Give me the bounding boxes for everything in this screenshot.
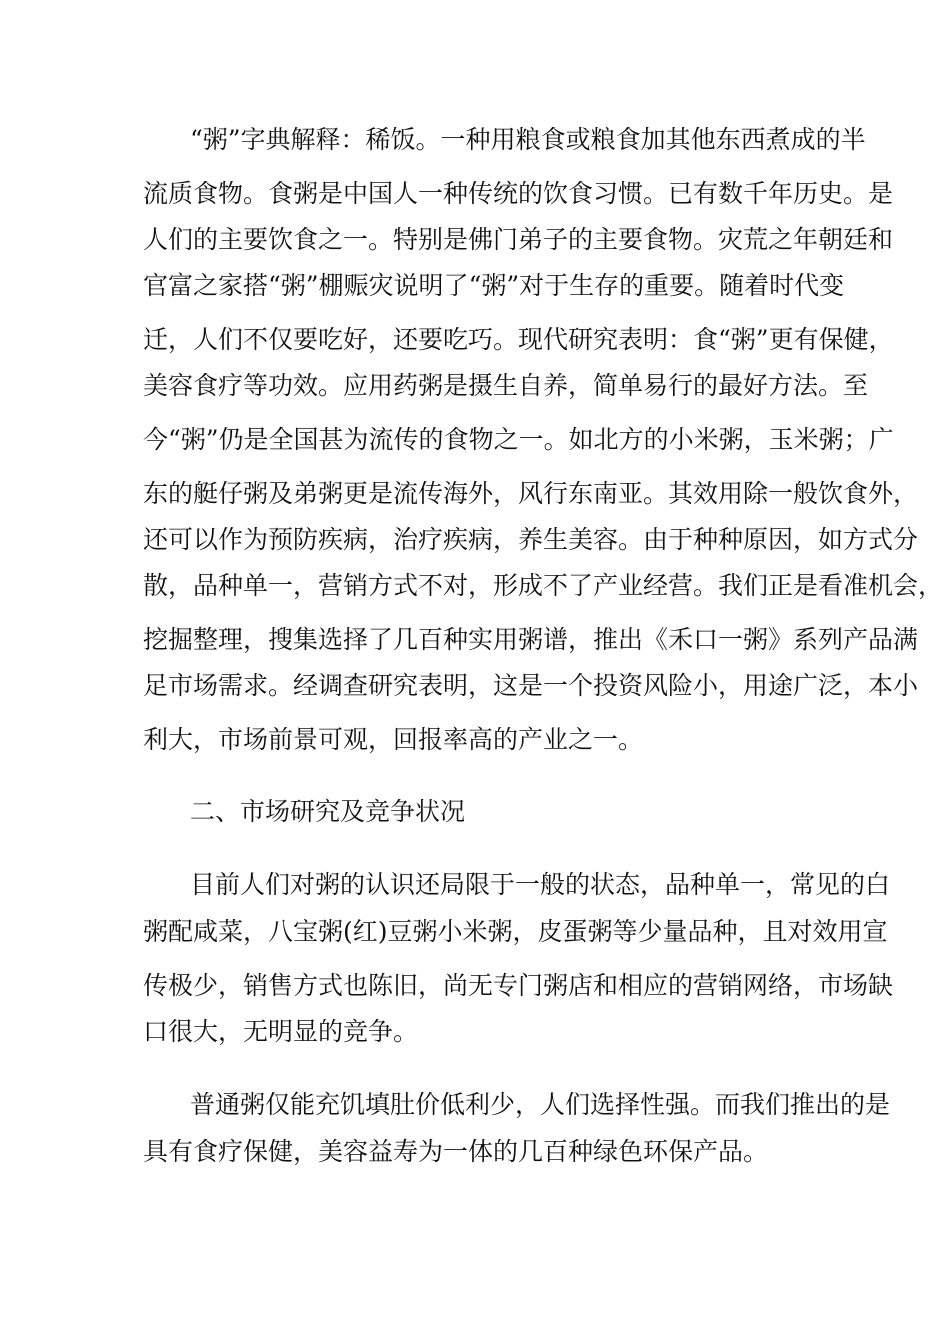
- text-line: 官富之家搭“粥”棚赈灾说明了“粥”对于生存的重要。随着时代变: [143, 271, 845, 300]
- text-line: 具有食疗保健，美容益寿为一体的几百种绿色环保产品。: [143, 1137, 769, 1166]
- text-line: 粥配咸菜，八宝粥(红)豆粥小米粥，皮蛋粥等少量品种，且对效用宣: [143, 917, 888, 946]
- text-line: 迁，人们不仅要吃好，还要吃巧。现代研究表明：食“粥”更有保健，: [143, 325, 894, 354]
- text-line: 挖掘整理，搜集选择了几百种实用粥谱，推出《禾口一粥》系列产品满: [143, 625, 919, 654]
- text-line: 足市场需求。经调查研究表明，这是一个投资风险小，用途广泛，本小: [143, 671, 919, 700]
- text-line: 流质食物。食粥是中国人一种传统的饮食习惯。已有数千年历史。是: [143, 179, 894, 208]
- text-line: 还可以作为预防疾病，治疗疾病，养生美容。由于种种原因，如方式分: [143, 525, 919, 554]
- text-line: 人们的主要饮食之一。特别是佛门弟子的主要食物。灾荒之年朝廷和: [143, 225, 894, 254]
- text-line: “粥”字典解释：稀饭。一种用粮食或粮食加其他东西煮成的半: [190, 125, 866, 154]
- text-line: 散，品种单一，营销方式不对，形成不了产业经营。我们正是看准机会，: [143, 571, 944, 600]
- text-line: 普通粥仅能充饥填肚价低利少，人们选择性强。而我们推出的是: [190, 1090, 891, 1119]
- text-line: 美容食疗等功效。应用药粥是摄生自养，简单易行的最好方法。至: [143, 371, 869, 400]
- section-heading: 二、市场研究及竞争状况: [190, 797, 466, 826]
- text-line: 今“粥”仍是全国甚为流传的食物之一。如北方的小米粥，玉米粥；广: [143, 425, 894, 454]
- text-line: 东的艇仔粥及弟粥更是流传海外，风行东南亚。其效用除一般饮食外，: [143, 479, 919, 508]
- text-line: 目前人们对粥的认识还局限于一般的状态，品种单一，常见的白: [190, 870, 891, 899]
- text-line: 传极少，销售方式也陈旧，尚无专门粥店和相应的营销网络，市场缺: [143, 971, 894, 1000]
- text-line: 口很大，无明显的竞争。: [143, 1017, 419, 1046]
- text-line: 利大，市场前景可观，回报率高的产业之一。: [143, 725, 644, 754]
